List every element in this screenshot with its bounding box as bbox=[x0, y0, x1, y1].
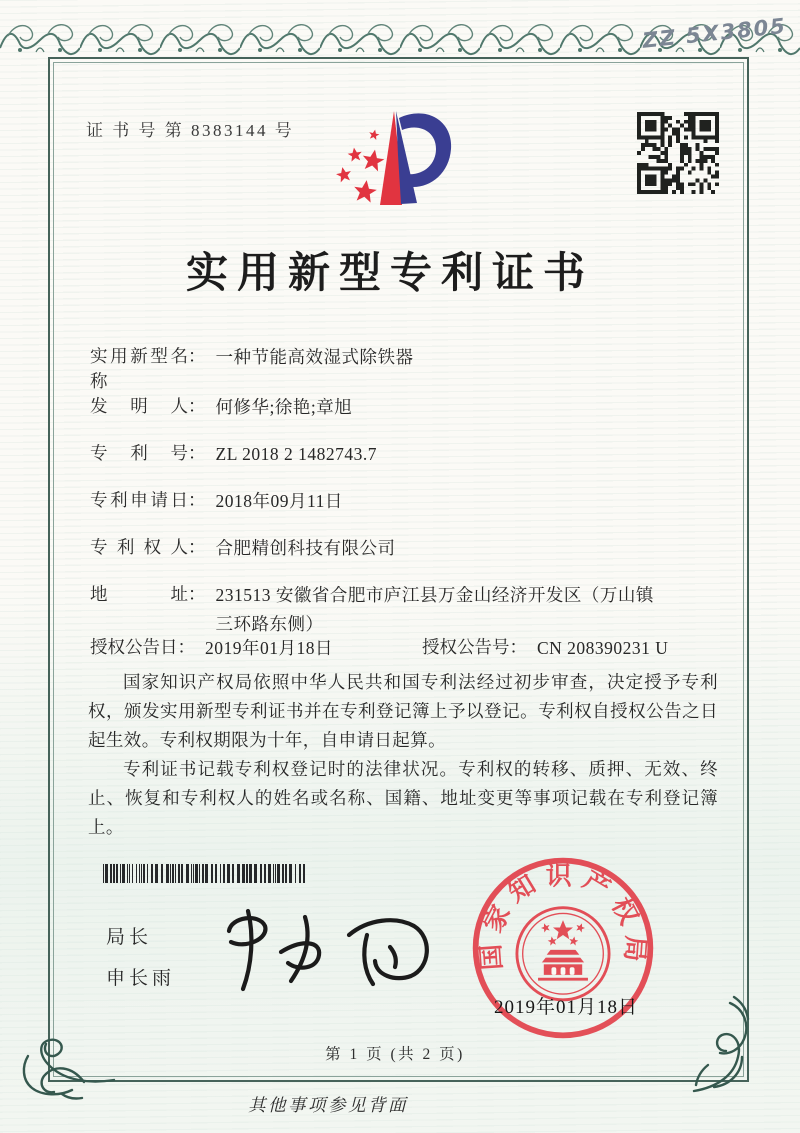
field-value: 何修华;徐艳;章旭 bbox=[215, 397, 353, 417]
field-colon: ： bbox=[188, 490, 206, 510]
legal-text bbox=[88, 668, 718, 842]
field-colon: ： bbox=[188, 396, 206, 416]
seal-date: 2019年01月18日 bbox=[493, 997, 638, 1018]
field-utility-model-name bbox=[90, 343, 730, 393]
field-label: 专利权人 bbox=[90, 537, 188, 557]
legal-paragraph: 专利证书记载专利权登记时的法律状况。专利权的转移、质押、无效、终止、恢复和专利权人的姓名或名称、国籍、地址变更等事项记载在专利登记簿上。 bbox=[88, 759, 718, 837]
seal-organization-text: 国家知识产权局 bbox=[475, 861, 651, 972]
field-grant bbox=[90, 634, 730, 663]
field-colon: ： bbox=[188, 346, 206, 366]
certificate-number: 证 书 号 第 8383144 号 bbox=[86, 121, 295, 140]
field-colon: ： bbox=[188, 584, 206, 604]
field-label: 专利申请日 bbox=[90, 490, 188, 510]
field-inventors bbox=[90, 393, 730, 422]
field-colon: ： bbox=[188, 537, 206, 557]
field-label: 地址 bbox=[90, 584, 188, 604]
grant-date-value: 2019年01月18日 bbox=[205, 638, 333, 658]
field-colon: ： bbox=[509, 637, 527, 657]
back-note: 其他事项参见背面 bbox=[248, 1095, 408, 1115]
national-emblem-icon bbox=[517, 908, 609, 1000]
legal-paragraph: 国家知识产权局依照中华人民共和国专利法经过初步审查，决定授予专利权，颁发实用新型专利证书并在专利登记簿上予以登记。专利权自授权公告之日起生效。专利权期限为十年，自申请日起算。 bbox=[88, 672, 718, 750]
page-indicator: 第 1 页 (共 2 页) bbox=[325, 1046, 465, 1063]
grant-date-label: 授权公告日 bbox=[90, 637, 178, 657]
field-label: 发明人 bbox=[90, 396, 188, 416]
signer-title: 局长 bbox=[106, 927, 153, 948]
field-label: 专利号 bbox=[90, 443, 188, 463]
cnipa-logo-icon bbox=[333, 105, 469, 233]
commissioner-signature bbox=[218, 895, 433, 1000]
field-patentee bbox=[90, 534, 730, 563]
field-address bbox=[90, 581, 730, 639]
signer-block bbox=[106, 922, 175, 1004]
qr-code bbox=[637, 112, 719, 194]
grant-number-value: CN 208390231 U bbox=[537, 638, 669, 658]
barcode bbox=[103, 864, 309, 883]
handwritten-note: ZZ 5X3805 bbox=[641, 13, 788, 53]
field-patent-number bbox=[90, 440, 730, 469]
field-value: 一种节能高效湿式除铁器 bbox=[215, 347, 414, 367]
field-value: 231513 安徽省合肥市庐江县万金山经济开发区（万山镇三环路东侧） bbox=[215, 585, 654, 634]
certificate-title: 实用新型专利证书 bbox=[185, 251, 594, 297]
field-value: ZL 2018 2 1482743.7 bbox=[215, 444, 377, 464]
signer-name: 申长雨 bbox=[106, 968, 176, 989]
field-value: 2018年09月11日 bbox=[215, 491, 343, 511]
field-application-date bbox=[90, 487, 730, 516]
field-value: 合肥精创科技有限公司 bbox=[215, 538, 396, 558]
grant-number-pair bbox=[422, 634, 668, 663]
grant-number-label: 授权公告号 bbox=[422, 637, 510, 657]
field-colon: ： bbox=[188, 443, 206, 463]
field-label: 实用新型名称 bbox=[90, 346, 188, 391]
field-colon: ： bbox=[177, 637, 195, 657]
